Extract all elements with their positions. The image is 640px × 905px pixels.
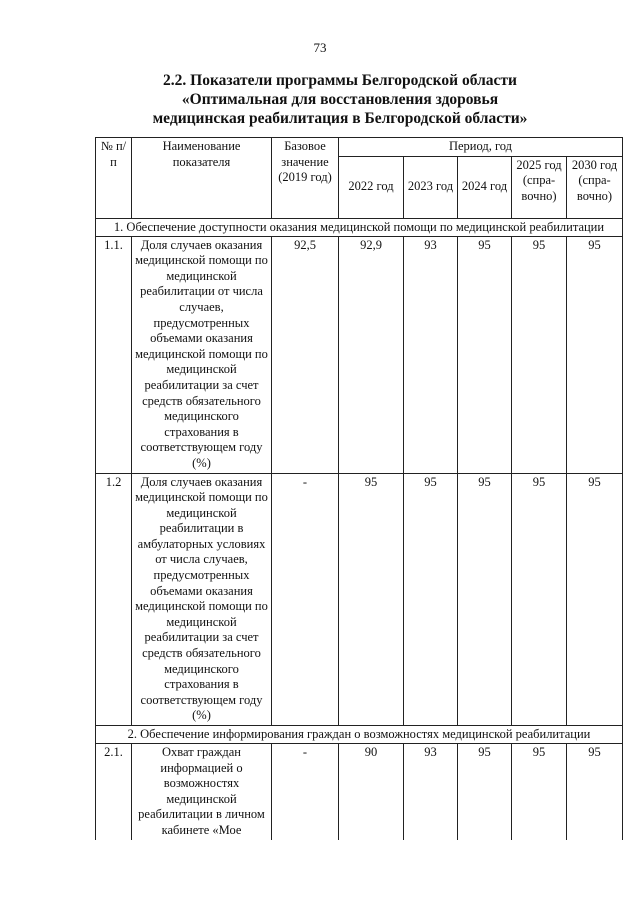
base-value: 92,5	[272, 236, 339, 473]
indicators-table	[95, 137, 623, 840]
header-name: Наименование показателя	[132, 138, 272, 219]
header-2030: 2030 год (спра-вочно)	[567, 156, 623, 218]
row-number: 1.1.	[96, 236, 132, 473]
table-row	[96, 744, 623, 840]
value-2030: 95	[567, 744, 623, 840]
table-row	[96, 236, 623, 473]
base-value: -	[272, 744, 339, 840]
header-2024: 2024 год	[458, 156, 512, 218]
value-2023: 95	[404, 473, 458, 726]
header-base: Базовое значение (2019 год)	[272, 138, 339, 219]
indicator-name: Доля случаев оказания медицинской помощи по медицинской реабилитации от числа случаев, предусмотренных объемами оказания медицинской помощи по медицинской реабилитации за счет средств обязательного медицинского страхования в соответствующем году (%)	[132, 236, 272, 473]
value-2022: 90	[339, 744, 404, 840]
indicator-name: Охват граждан информацией о возможностях медицинской реабилитации в личном кабинете «Мое	[132, 744, 272, 840]
header-2025: 2025 год (спра-вочно)	[512, 156, 567, 218]
base-value: -	[272, 473, 339, 726]
value-2024: 95	[458, 744, 512, 840]
value-2030: 95	[567, 473, 623, 726]
title-line-3: медицинская реабилитация в Белгородской области»	[152, 110, 528, 127]
row-number: 1.2	[96, 473, 132, 726]
value-2025: 95	[512, 473, 567, 726]
section-row	[96, 218, 623, 236]
value-2023: 93	[404, 744, 458, 840]
header-2023: 2023 год	[404, 156, 458, 218]
value-2022: 95	[339, 473, 404, 726]
value-2030: 95	[567, 236, 623, 473]
value-2022: 92,9	[339, 236, 404, 473]
header-2022: 2022 год	[339, 156, 404, 218]
value-2024: 95	[458, 473, 512, 726]
header-num: № п/п	[96, 138, 132, 219]
header-period: Период, год	[339, 138, 623, 157]
table-header-row	[96, 138, 623, 157]
document-title	[120, 71, 560, 128]
table-row	[96, 473, 623, 726]
section-1-title: 1. Обеспечение доступности оказания медицинской помощи по медицинской реабилитации	[96, 218, 623, 236]
title-line-1: 2.2. Показатели программы Белгородской области	[163, 72, 517, 89]
value-2024: 95	[458, 236, 512, 473]
title-line-2: «Оптимальная для восстановления здоровья	[181, 91, 499, 108]
page-number: 73	[313, 40, 327, 55]
row-number: 2.1.	[96, 744, 132, 840]
value-2023: 93	[404, 236, 458, 473]
section-2-title: 2. Обеспечение информирования граждан о возможностях медицинской реабилитации	[96, 726, 623, 744]
indicator-name: Доля случаев оказания медицинской помощи по медицинской реабилитации в амбулаторных условиях от числа случаев, предусмотренных объемами оказания медицинской помощи по медицинской реабилитации за счет средств обязательного медицинского страхования в соответствующем году (%)	[132, 473, 272, 726]
value-2025: 95	[512, 236, 567, 473]
value-2025: 95	[512, 744, 567, 840]
section-row	[96, 726, 623, 744]
